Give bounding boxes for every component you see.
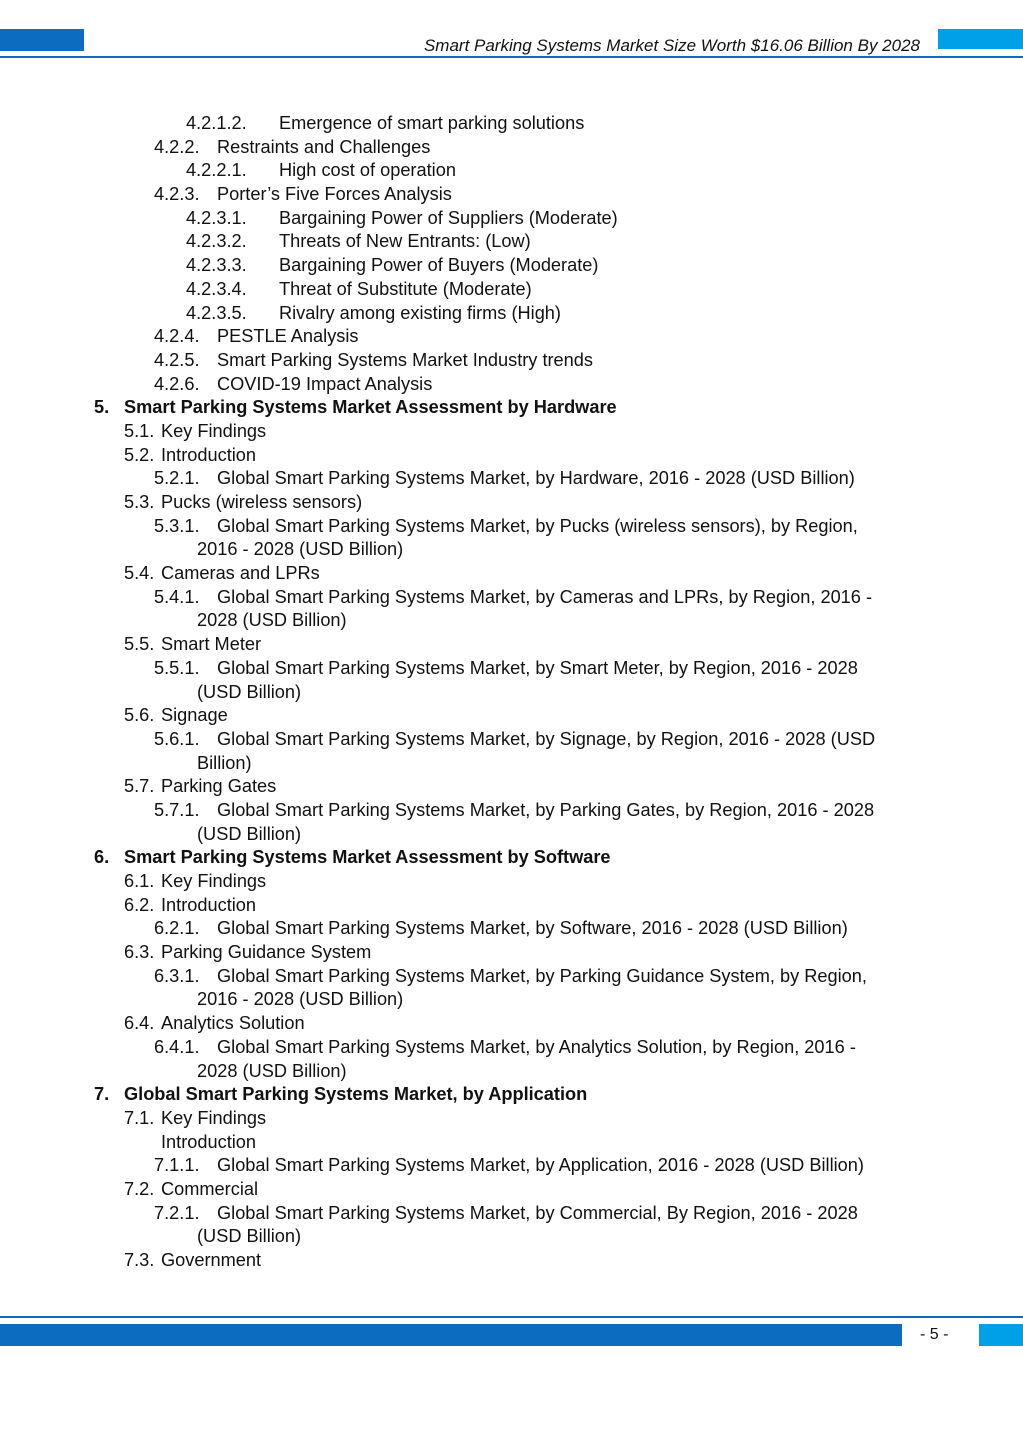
table-of-contents	[0, 112, 1023, 1273]
toc-entry-number: 4.2.6.	[154, 373, 200, 394]
toc-entry-text: Global Smart Parking Systems Market, by Application, 2016 - 2028 (USD Billion)	[217, 1155, 864, 1176]
toc-entry	[0, 515, 1023, 539]
toc-entry	[0, 988, 1023, 1012]
toc-entry	[0, 1178, 1023, 1202]
toc-entry	[0, 420, 1023, 444]
footer-rule	[0, 1316, 1023, 1318]
toc-entry-text: (USD Billion)	[197, 681, 302, 702]
toc-entry	[0, 302, 1023, 326]
toc-entry	[0, 823, 1023, 847]
toc-entry	[0, 799, 1023, 823]
toc-entry-text: Threats of New Entrants: (Low)	[279, 231, 531, 252]
toc-entry-number: 4.2.5.	[154, 349, 200, 370]
toc-entry-number: 4.2.2.1.	[186, 160, 247, 181]
toc-entry	[0, 609, 1023, 633]
toc-entry-text: Cameras and LPRs	[161, 563, 320, 584]
toc-entry	[0, 207, 1023, 231]
toc-entry-text: Parking Guidance System	[161, 942, 372, 963]
toc-entry	[0, 112, 1023, 136]
toc-entry	[0, 467, 1023, 491]
toc-entry	[0, 562, 1023, 586]
toc-entry	[0, 894, 1023, 918]
toc-entry-number: 6.2.1.	[154, 918, 200, 939]
toc-entry	[0, 586, 1023, 610]
toc-entry	[0, 752, 1023, 776]
toc-entry-text: Global Smart Parking Systems Market, by Analytics Solution, by Region, 2016 -	[217, 1036, 856, 1057]
toc-entry	[0, 941, 1023, 965]
toc-entry	[0, 917, 1023, 941]
toc-entry-text: Commercial	[161, 1178, 259, 1199]
toc-entry-number: 4.2.3.	[154, 184, 200, 205]
toc-entry	[0, 1225, 1023, 1249]
footer-accent-bar	[0, 1324, 902, 1346]
toc-entry-text: Global Smart Parking Systems Market, by Parking Gates, by Region, 2016 - 2028	[217, 799, 875, 820]
toc-entry-text: (USD Billion)	[197, 1226, 302, 1247]
toc-entry-text: Global Smart Parking Systems Market, by Pucks (wireless sensors), by Region,	[217, 515, 858, 536]
toc-entry-number: 5.7.	[124, 776, 155, 797]
toc-entry-text: Government	[161, 1250, 262, 1270]
toc-entry-text: (USD Billion)	[197, 823, 302, 844]
toc-entry-number: 4.2.1.2.	[186, 113, 247, 133]
toc-entry-text: 2028 (USD Billion)	[197, 1060, 347, 1081]
toc-entry-number: 4.2.4.	[154, 326, 200, 347]
toc-entry	[0, 1249, 1023, 1273]
toc-entry	[0, 373, 1023, 397]
toc-entry-text: Restraints and Challenges	[217, 136, 431, 157]
toc-entry-number: 5.2.	[124, 444, 155, 465]
toc-entry	[0, 846, 1023, 870]
toc-entry-number: 7.1.	[124, 1107, 155, 1128]
toc-entry	[0, 728, 1023, 752]
toc-entry-number: 5.3.	[124, 492, 155, 512]
toc-entry-number: 5.2.1.	[154, 468, 200, 489]
toc-entry-number: 5.5.	[124, 634, 155, 655]
toc-entry-text: Global Smart Parking Systems Market, by Smart Meter, by Region, 2016 - 2028	[217, 657, 858, 678]
toc-entry-text: Threat of Substitute (Moderate)	[279, 278, 532, 299]
toc-entry	[0, 1083, 1023, 1107]
toc-entry-text: Analytics Solution	[161, 1013, 305, 1034]
toc-entry	[0, 1131, 1023, 1155]
toc-entry	[0, 230, 1023, 254]
toc-entry	[0, 704, 1023, 728]
toc-entry	[0, 538, 1023, 562]
toc-entry-text: COVID-19 Impact Analysis	[217, 373, 433, 394]
toc-entry-text: 2028 (USD Billion)	[197, 610, 347, 631]
toc-entry	[0, 183, 1023, 207]
header-rule	[0, 56, 1023, 58]
toc-entry-text: Introduction	[161, 1131, 257, 1152]
header-accent-right	[938, 29, 1023, 49]
toc-entry-text: Global Smart Parking Systems Market, by Signage, by Region, 2016 - 2028 (USD	[217, 728, 876, 749]
toc-entry-text: Global Smart Parking Systems Market, by Application	[124, 1084, 588, 1105]
toc-entry-text: Global Smart Parking Systems Market, by Cameras and LPRs, by Region, 2016 -	[217, 586, 873, 607]
toc-entry-number: 5.4.1.	[154, 586, 200, 607]
toc-entry-text: Emergence of smart parking solutions	[279, 113, 585, 133]
toc-entry-text: Billion)	[197, 752, 252, 773]
toc-entry	[0, 278, 1023, 302]
toc-entry-number: 7.2.	[124, 1178, 155, 1199]
toc-entry-text: Key Findings	[161, 1107, 267, 1128]
toc-entry-number: 4.2.2.	[154, 136, 200, 157]
toc-entry-text: Smart Parking Systems Market Assessment by Software	[124, 847, 611, 868]
toc-entry-text: Signage	[161, 705, 228, 726]
toc-entry-text: Global Smart Parking Systems Market, by Hardware, 2016 - 2028 (USD Billion)	[217, 468, 855, 489]
toc-entry-number: 6.4.	[124, 1013, 155, 1034]
toc-entry	[0, 775, 1023, 799]
toc-entry	[0, 657, 1023, 681]
toc-entry-number: 5.6.	[124, 705, 155, 726]
toc-entry	[0, 491, 1023, 515]
toc-entry	[0, 633, 1023, 657]
toc-entry-number: 4.2.3.2.	[186, 231, 247, 252]
footer-accent-right	[979, 1324, 1023, 1346]
toc-entry	[0, 1202, 1023, 1226]
toc-entry	[0, 1036, 1023, 1060]
toc-entry-text: Key Findings	[161, 871, 267, 891]
toc-entry	[0, 1107, 1023, 1131]
toc-entry-text: Global Smart Parking Systems Market, by Software, 2016 - 2028 (USD Billion)	[217, 918, 848, 939]
toc-entry-text: Pucks (wireless sensors)	[161, 492, 363, 512]
toc-entry-text: Introduction	[161, 444, 257, 465]
page-number: - 5 -	[920, 1326, 949, 1343]
toc-entry-text: Key Findings	[161, 420, 267, 441]
toc-entry-number: 5.1.	[124, 420, 155, 441]
toc-entry-text: Smart Parking Systems Market Assessment by Hardware	[124, 397, 617, 418]
toc-entry	[0, 159, 1023, 183]
toc-entry	[0, 349, 1023, 373]
toc-entry	[0, 136, 1023, 160]
toc-entry-number: 5.6.1.	[154, 728, 200, 749]
toc-entry-number: 6.2.	[124, 894, 155, 915]
toc-entry	[0, 1060, 1023, 1084]
toc-entry-text: Introduction	[161, 894, 257, 915]
toc-entry-number: 7.3.	[124, 1250, 155, 1270]
toc-entry	[0, 870, 1023, 894]
toc-entry	[0, 965, 1023, 989]
toc-entry-text: Parking Gates	[161, 776, 277, 797]
toc-entry-text: PESTLE Analysis	[217, 326, 359, 347]
toc-entry-number: 5.7.1.	[154, 799, 200, 820]
header-accent-left	[0, 29, 84, 51]
toc-entry-number: 4.2.3.4.	[186, 278, 247, 299]
toc-entry	[0, 396, 1023, 420]
toc-entry	[0, 444, 1023, 468]
toc-entry-text: Global Smart Parking Systems Market, by Parking Guidance System, by Region,	[217, 965, 867, 986]
toc-entry-number: 7.	[94, 1084, 110, 1105]
toc-entry-number: 7.2.1.	[154, 1202, 200, 1223]
header-title: Smart Parking Systems Market Size Worth $16.06 Billion By 2028	[423, 36, 920, 55]
toc-entry-number: 6.1.	[124, 871, 155, 891]
toc-entry-number: 5.5.1.	[154, 657, 200, 678]
toc-entry-number: 6.3.	[124, 942, 155, 963]
toc-entry	[0, 254, 1023, 278]
toc-entry-text: Smart Meter	[161, 634, 262, 655]
toc-entry-text: Smart Parking Systems Market Industry trends	[217, 349, 593, 370]
toc-entry-text: Global Smart Parking Systems Market, by Commercial, By Region, 2016 - 2028	[217, 1202, 858, 1223]
toc-entry-number: 5.4.	[124, 563, 155, 584]
toc-entry	[0, 681, 1023, 705]
toc-entry	[0, 1012, 1023, 1036]
toc-entry	[0, 1154, 1023, 1178]
toc-entry	[0, 325, 1023, 349]
toc-entry-number: 4.2.3.3.	[186, 255, 247, 276]
toc-entry-number: 5.3.1.	[154, 515, 200, 536]
toc-entry-number: 7.1.1.	[154, 1155, 200, 1176]
toc-entry-text: High cost of operation	[279, 160, 456, 181]
toc-entry-number: 6.4.1.	[154, 1036, 200, 1057]
toc-entry-text: Rivalry among existing firms (High)	[279, 302, 561, 323]
toc-entry-number: 5.	[94, 397, 110, 418]
toc-entry-number: 6.	[94, 847, 110, 868]
toc-entry-number: 6.3.1.	[154, 965, 200, 986]
toc-entry-text: Porter’s Five Forces Analysis	[217, 184, 452, 205]
toc-entry-text: 2016 - 2028 (USD Billion)	[197, 539, 404, 560]
toc-entry-number: 4.2.3.5.	[186, 302, 247, 323]
toc-entry-text: Bargaining Power of Suppliers (Moderate)	[279, 207, 618, 228]
toc-entry-number: 4.2.3.1.	[186, 207, 247, 228]
toc-entry-text: Bargaining Power of Buyers (Moderate)	[279, 255, 599, 276]
toc-entry-text: 2016 - 2028 (USD Billion)	[197, 989, 404, 1010]
